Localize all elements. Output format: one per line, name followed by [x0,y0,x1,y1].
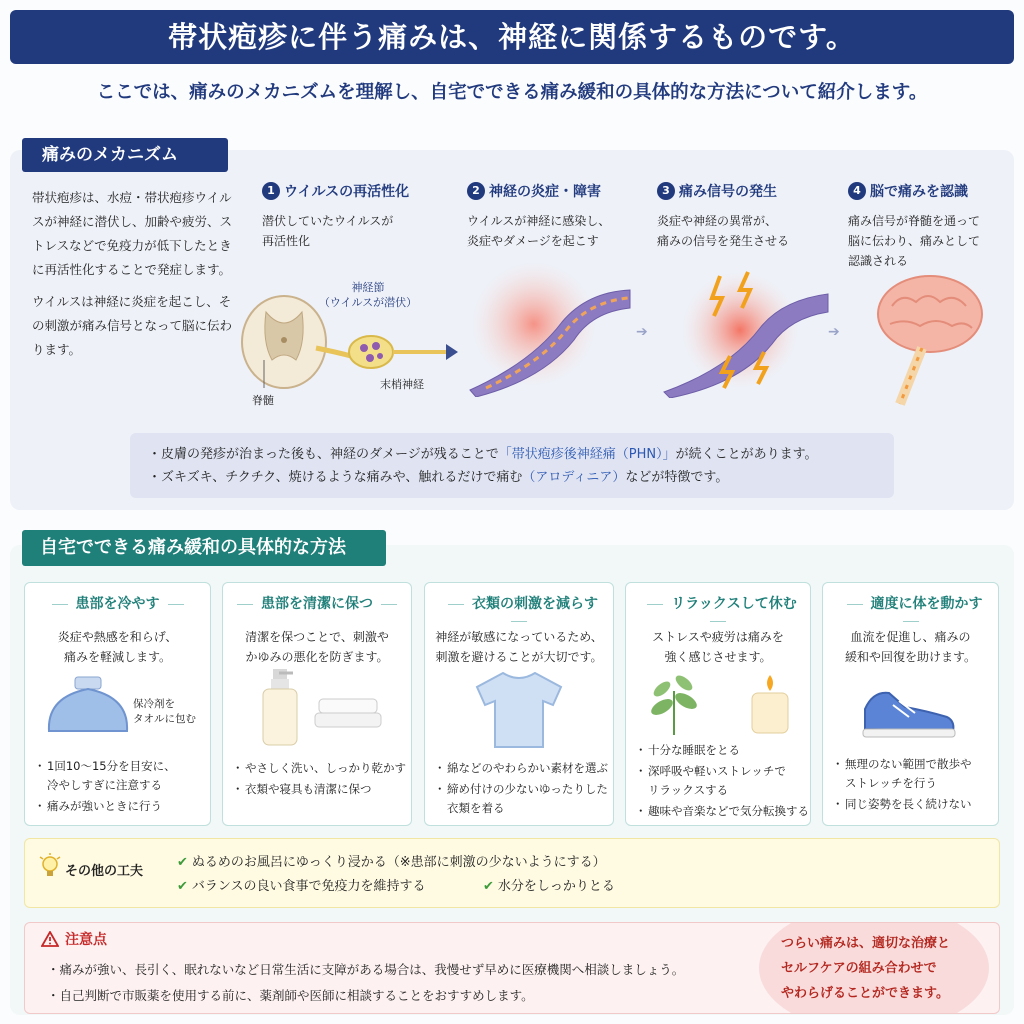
list-item: ・ 無理のない範囲で散歩や ストレッチを行う [835,755,995,793]
card-cooling [24,582,211,826]
check-icon: ✔ [177,855,188,870]
card-title: リラックスして休む [626,593,810,629]
brain-illustration [870,272,990,407]
tips-label: その他の工夫 [65,864,144,879]
caution-title-text: 注意点 [65,932,107,948]
page-subtitle: ここでは、痛みのメカニズムを理解し、自宅でできる痛み緩和の具体的な方法について紹介します。 [96,82,928,103]
tip-text: バランスの良い食事で免疫力を維持する [191,879,426,894]
card-description: 神経が敏感になっているため、 刺激を避けることが大切です。 [435,630,603,664]
tip-item [483,875,615,894]
card-exercise [822,582,999,826]
list-item: ・ 1回10〜15分を目安に、 冷やしすぎに注意する [37,757,207,795]
phn-note-line-1 [148,443,876,466]
check-icon: ✔ [177,879,188,894]
ganglion-label [318,280,418,310]
card-list [37,757,207,818]
card-list [638,741,813,823]
note-text: ・皮膚の発疹が治まった後も、神経のダメージが残ることで [148,447,499,462]
ice-pack-note: 保冷剤を タオルに包む [133,698,196,725]
note-text: などが特徴です。 [625,470,729,485]
tip-item [177,851,606,870]
card-title: 患部を清潔に保つ [223,593,411,613]
mechanism-section-title: 痛みのメカニズム [22,138,228,172]
card-description: 炎症や熱感を和らげ、 痛みを軽減します。 [57,630,178,664]
list-item: ・ 同じ姿勢を長く続けない [835,795,995,814]
step-3 [657,181,837,251]
step-description: ウイルスが神経に感染し、 炎症やダメージを起こす [467,214,611,248]
phn-highlight: 「帯状疱疹後神経痛（PHN）」 [498,447,676,462]
leaves-and-candle-icon [640,671,800,737]
check-icon: ✔ [483,879,494,894]
step-title: 神経の炎症・障害 [489,184,601,200]
tip-item [177,875,426,894]
allodynia-highlight: （アロディニア） [522,470,626,485]
list-item: ・ 締め付けの少ないゆったりした 衣類を着る [437,780,612,818]
list-item: ・ やさしく洗い、しっかり乾かす [235,759,410,778]
peripheral-nerve-label: 末梢神経 [380,378,424,391]
pain-signal-illustration [660,268,830,398]
page-title: 帯状疱疹に伴う痛みは、神経に関係するものです。 [10,10,1014,64]
step-4 [848,181,1008,271]
soap-and-towel-icon [253,669,393,749]
list-item: ・ 深呼吸や軽いストレッチで リラックスする [638,762,813,800]
card-cleanliness [222,582,412,826]
phn-note-line-2 [148,466,876,489]
step-title: 痛み信号の発生 [679,184,777,200]
other-tips-box [24,838,1000,908]
note-text: ・ズキズキ、チクチク、焼けるような痛みや、触れるだけで痛む [148,470,523,485]
t-shirt-icon [473,669,565,749]
card-relax [625,582,811,826]
card-title: 適度に体を動かす [823,593,998,629]
lightbulb-icon [39,853,61,879]
step-description: 炎症や神経の異常が、 痛みの信号を発生させる [657,214,790,248]
list-item: ・ 衣類や寝具も清潔に保つ [235,780,410,799]
caution-title [41,929,107,949]
mechanism-intro [32,186,232,370]
card-clothing [424,582,614,826]
card-list [437,759,612,820]
home-care-section-title: 自宅でできる痛み緩和の具体的な方法 [22,530,386,566]
step-number: 3 [657,182,675,200]
ice-pack-icon [43,675,133,739]
card-description: ストレスや疲労は痛みを 強く感じさせます。 [652,630,784,664]
card-description: 清潔を保つことで、刺激や かゆみの悪化を防ぎます。 [245,630,389,664]
step-1 [262,181,452,251]
step-number: 4 [848,182,866,200]
card-title: 患部を冷やす [25,593,210,613]
ganglion-label-text: 神経節 [351,281,385,294]
caution-list [59,957,684,1009]
step-description: 潜伏していたウイルスが 再活性化 [262,214,394,248]
caution-message: つらい痛みは、適切な治療と セルフケアの組み合わせで やわらげることができます。 [781,936,951,1001]
step-title: ウイルスの再活性化 [284,184,410,200]
caution-box [24,922,1000,1014]
arrow-right-icon: ➔ [636,324,648,340]
list-item: ・ 趣味や音楽などで気分転換する [638,802,813,821]
tip-text: 水分をしっかりとる [497,879,615,894]
list-item: ・ 痛みが強い、長引く、眠れないなど日常生活に支障がある場合は、我慢せず早めに医療機関へ相談しましょう。 [59,957,684,983]
step-title: 脳で痛みを認識 [870,184,968,200]
spinal-cord-label: 脊髄 [252,394,274,407]
list-item: ・ 自己判断で市販薬を使用する前に、薬剤師や医師に相談することをおすすめします。 [59,983,684,1009]
intro-paragraph-2: ウイルスは神経に炎症を起こし、その刺激が痛み信号となって脳に伝わります。 [32,294,233,357]
step-number: 2 [467,182,485,200]
list-item: ・ 十分な睡眠をとる [638,741,813,760]
step-description: 痛み信号が脊髄を通って 脳に伝わり、痛みとして 認識される [848,214,981,268]
inflamed-nerve-illustration [462,262,632,397]
step-2 [467,181,657,251]
note-text: が続くことがあります。 [675,447,818,462]
warning-icon [41,931,59,947]
card-list [235,759,410,801]
card-description: 血流を促進し、痛みの 緩和や回復を助けます。 [844,630,977,664]
list-item: ・ 綿などのやわらかい素材を選ぶ [437,759,612,778]
arrow-right-icon: ➔ [828,324,840,340]
step-number: 1 [262,182,280,200]
card-title: 衣類の刺激を減らす [425,593,613,629]
ganglion-note-text: （ウイルスが潜伏） [318,296,418,309]
intro-paragraph-1: 帯状疱疹は、水痘・帯状疱疹ウイルスが神経に潜伏し、加齢や疲労、ストレスなどで免疫力が低下したときに再活性化することで発症します。 [32,190,233,277]
tip-text: ぬるめのお風呂にゆっくり浸かる（※患部に刺激の少ないようにする） [191,855,606,870]
sneaker-icon [859,681,959,741]
phn-note-box [130,433,894,498]
list-item: ・ 痛みが強いときに行う [37,797,207,816]
card-list [835,755,995,816]
